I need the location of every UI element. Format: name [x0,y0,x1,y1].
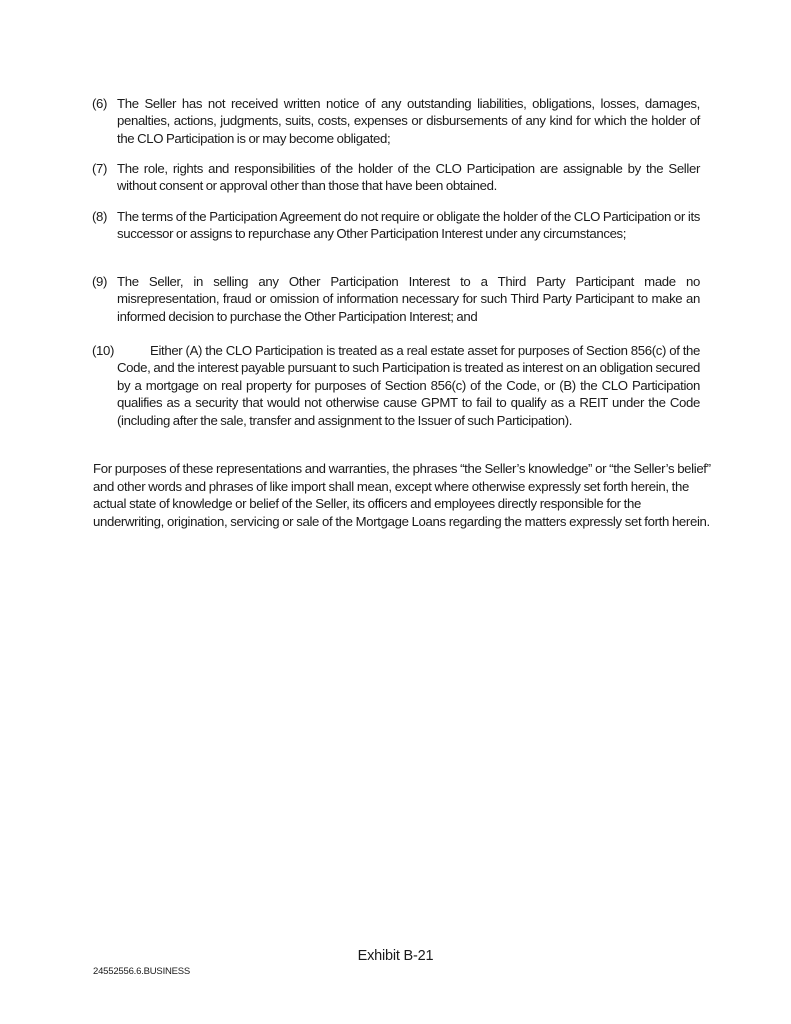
item-number: (6) [92,96,108,111]
list-item-6 [92,95,700,147]
item-text: Either (A) the CLO Participation is treated as a real estate asset for purposes of Section 856(c) of the Code, and the interest payable pursuant to such Participation is treated as interest on an obligation secured by a mortgage on real property for purposes of Section 856(c) of the Code, or (B) the CLO Participation qualifies as a security that would not otherwise cause GPMT to fail to qualify as a REIT under the Code (including after the sale, transfer and assignment to the Issuer of such Participation). [117,343,700,428]
exhibit-label: Exhibit B-21 [357,948,434,964]
list-item-9 [92,273,700,325]
list-item-8 [92,208,700,243]
list-item-10 [92,342,700,429]
item-number: (8) [92,209,108,224]
item-number: (7) [92,161,108,176]
closing-paragraph: For purposes of these representations and warranties, the phrases “the Seller’s knowledge” or “the Seller’s belief” and other words and phrases of like import shall mean, except where otherwise expressly set forth herein, the actual state of knowledge or belief of the Seller, its officers and employees directly responsible for the underwriting, origination, servicing or sale of the Mortgage Loans regarding the matters expressly set forth herein. [93,461,711,529]
item-text: The Seller, in selling any Other Participation Interest to a Third Party Participant made no misrepresentation, fraud or omission of information necessary for such Third Party Participant to make an informed decision to purchase the Other Participation Interest; and [117,274,700,324]
item-text: The terms of the Participation Agreement do not require or obligate the holder of the CLO Participation or its successor or assigns to repurchase any Other Participation Interest under any circumstances; [117,209,700,242]
item-number: (9) [92,274,108,289]
list-item-7 [92,160,700,195]
item-text: The Seller has not received written notice of any outstanding liabilities, obligations, losses, damages, penalties, actions, judgments, suits, costs, expenses or disbursements of any kind for which the holder of the CLO Participation is or may become obligated; [117,96,700,146]
item-text: The role, rights and responsibilities of the holder of the CLO Participation are assignable by the Seller without consent or approval other than those that have been obtained. [117,161,700,194]
item-number: (10) [92,343,115,358]
document-id: 24552556.6.BUSINESS [93,966,191,977]
